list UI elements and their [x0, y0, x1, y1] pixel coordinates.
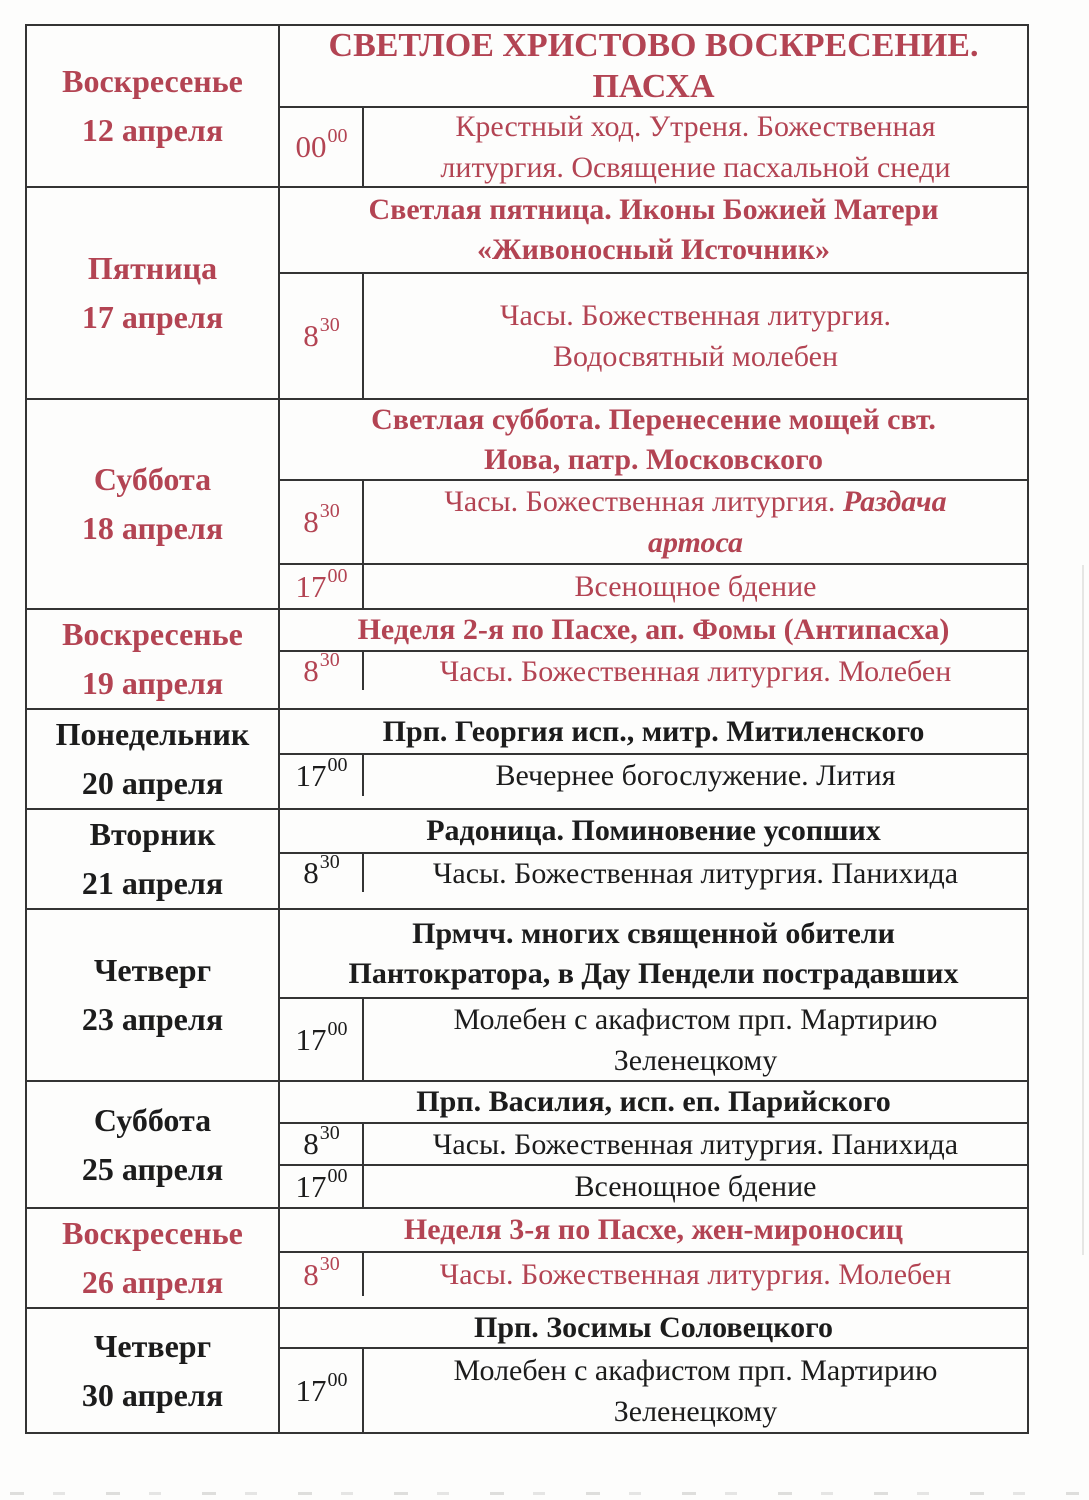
day-rows [280, 1082, 1027, 1207]
time-hour: 17 [295, 568, 327, 604]
day-date: 19 апреля [81, 665, 224, 701]
day-date: 17 апреля [81, 299, 224, 335]
feast-line: Неделя 2-я по Пасхе, ап. Фомы (Антипасха) [357, 613, 950, 646]
feast-title [280, 1082, 1027, 1122]
feast-title [280, 810, 1027, 852]
description-line: Часы. Божественная литургия. Молебен [439, 654, 952, 688]
service-row [280, 1164, 1027, 1207]
day-date: 25 апреля [81, 1150, 224, 1187]
row-group-april-17 [27, 186, 1027, 398]
day-date: 23 апреля [81, 1001, 224, 1037]
service-description [364, 999, 1027, 1080]
service-row [280, 563, 1027, 608]
feast-title [280, 610, 1027, 650]
day-rows [280, 400, 1027, 608]
description-line: Молебен с акафистом прп. Мартирию [453, 1353, 938, 1387]
service-time: 8 $^{30}$ [280, 652, 364, 690]
service-row [280, 1122, 1027, 1164]
feast-line: Прмчч. многих священной обители [412, 916, 895, 950]
day-date: 26 апреля [81, 1264, 224, 1300]
service-description [364, 854, 1027, 892]
service-time: 8 $^{30}$ [280, 481, 364, 563]
day-rows [280, 1309, 1027, 1432]
service-description [364, 1166, 1027, 1207]
day-cell [27, 610, 280, 708]
row-group-april-25 [27, 1080, 1027, 1207]
day-date: 30 апреля [81, 1376, 224, 1413]
description-line: Зеленецкому [613, 1043, 778, 1077]
day-name: Пятница [87, 250, 218, 286]
row-group-april-30 [27, 1307, 1027, 1432]
day-rows [280, 710, 1027, 808]
service-time: 17 $^{00}$ [280, 565, 364, 608]
day-cell [27, 810, 280, 908]
description-line: Крестный ход. Утреня. Божественная [455, 110, 936, 143]
day-cell [27, 188, 280, 398]
time-hour: 17 [295, 1021, 327, 1057]
service-row [280, 106, 1027, 186]
service-time: 17 $^{00}$ [280, 755, 364, 796]
feast-line: Радоница. Поминовение усопших [426, 814, 881, 847]
day-name: Вторник [89, 816, 216, 852]
feast-title [280, 400, 1027, 479]
service-time: 17 $^{00}$ [280, 1349, 364, 1432]
emphasized-text: Раздача [842, 485, 947, 518]
time-hour: 17 [295, 1372, 327, 1408]
description-line: Всенощное бдение [574, 1170, 817, 1203]
feast-line: Прп. Георгия исп., митр. Митиленского [382, 714, 925, 748]
feast-line: Прп. Зосимы Соловецкого [473, 1311, 834, 1344]
day-name: Воскресенье [62, 616, 243, 652]
service-row [280, 997, 1027, 1080]
service-row [280, 479, 1027, 563]
feast-title [280, 910, 1027, 997]
feast-title [280, 26, 1027, 106]
day-date: 20 апреля [81, 765, 224, 801]
time-hour: 8 [303, 504, 319, 539]
day-name: Воскресенье [62, 63, 243, 99]
service-description [364, 1253, 1027, 1296]
day-date: 21 апреля [81, 865, 224, 901]
feast-title [280, 188, 1027, 272]
time-hour: 8 [303, 653, 319, 688]
day-date: 12 апреля [81, 112, 224, 148]
day-rows [280, 26, 1027, 186]
feast-line: «Живоносный Источник» [476, 233, 831, 266]
feast-line: Светлая пятница. Иконы Божией Матери [368, 193, 939, 226]
description-line: литургия. Освящение пасхальной снеди [440, 151, 951, 184]
time-hour: 8 [303, 855, 319, 890]
row-group-april-18 [27, 398, 1027, 608]
feast-title [280, 710, 1027, 753]
description-line: Часы. Божественная литургия. Панихида [432, 856, 959, 890]
service-row [280, 753, 1027, 796]
day-rows [280, 1209, 1027, 1307]
feast-line: СВЕТЛОЕ ХРИСТОВО ВОСКРЕСЕНИЕ. [328, 27, 979, 64]
day-cell [27, 400, 280, 608]
description-line: Часы. Божественная литургия. Панихида [432, 1127, 959, 1161]
day-cell [27, 1209, 280, 1307]
feast-title [280, 1209, 1027, 1251]
day-cell [27, 910, 280, 1080]
feast-line: Неделя 3-я по Пасхе, жен-мироносиц [403, 1213, 904, 1246]
description-line: Часы. Божественная литургия. Раздача [444, 485, 947, 518]
row-group-april-20 [27, 708, 1027, 808]
row-group-april-26 [27, 1207, 1027, 1307]
description-line: Всенощное бдение [574, 570, 817, 603]
description-line: Молебен с акафистом прп. Мартирию [453, 1002, 938, 1036]
time-hour: 8 [303, 1126, 319, 1161]
day-rows [280, 610, 1027, 708]
service-time: 00 $^{00}$ [280, 108, 364, 186]
service-description [364, 274, 1027, 398]
day-name: Четверг [93, 1327, 212, 1364]
row-group-april-12 [27, 26, 1027, 186]
service-time: 8 $^{30}$ [280, 274, 364, 398]
feast-line: Прп. Василия, исп. еп. Парийского [416, 1085, 891, 1118]
day-date: 18 апреля [81, 510, 224, 546]
feast-line: ПАСХА [592, 68, 715, 105]
service-time: 8 $^{30}$ [280, 1124, 364, 1164]
scan-artifact-bottom-noise [10, 1492, 1079, 1495]
service-description [364, 481, 1027, 563]
feast-line: Иова, патр. Московского [483, 442, 824, 476]
time-hour: 17 [295, 1168, 327, 1204]
time-hour: 8 [303, 318, 319, 353]
description-line: Вечернее богослужение. Лития [495, 759, 896, 792]
day-cell [27, 26, 280, 186]
row-group-april-19 [27, 608, 1027, 708]
service-description [364, 108, 1027, 186]
service-description [364, 652, 1027, 690]
service-description [364, 1349, 1027, 1432]
day-name: Суббота [93, 461, 212, 497]
service-row [280, 852, 1027, 892]
service-time: 17 $^{00}$ [280, 999, 364, 1080]
day-cell [27, 1309, 280, 1432]
time-hour: 17 [295, 757, 327, 793]
scan-artifact-right-edge [1082, 565, 1084, 1255]
day-name: Суббота [93, 1101, 212, 1138]
day-rows [280, 810, 1027, 908]
day-rows [280, 188, 1027, 398]
time-hour: 8 [303, 1256, 319, 1292]
service-row [280, 650, 1027, 690]
service-row [280, 272, 1027, 398]
service-time: 17 $^{00}$ [280, 1166, 364, 1207]
day-cell [27, 710, 280, 808]
day-rows [280, 910, 1027, 1080]
description-line: Зеленецкому [613, 1394, 778, 1428]
feast-line: Светлая суббота. Перенесение мощей свт. [371, 402, 936, 436]
service-time: 8 $^{30}$ [280, 854, 364, 892]
feast-line: Пантократора, в Дау Пендели пострадавших [348, 956, 959, 990]
service-time: 8 $^{30}$ [280, 1253, 364, 1296]
description-line: Часы. Божественная литургия. Молебен [439, 1258, 952, 1291]
service-description [364, 755, 1027, 796]
day-name: Понедельник [55, 716, 250, 752]
description-line: Водосвятный молебен [552, 340, 839, 373]
service-row [280, 1347, 1027, 1432]
service-schedule-table [25, 24, 1029, 1434]
service-row [280, 1251, 1027, 1296]
emphasized-text: артоса [647, 526, 744, 559]
row-group-april-23 [27, 908, 1027, 1080]
day-cell [27, 1082, 280, 1207]
description-line [368, 522, 1023, 563]
day-name: Воскресенье [62, 1215, 243, 1251]
row-group-april-21 [27, 808, 1027, 908]
feast-title [280, 1309, 1027, 1347]
time-hour: 00 [295, 129, 327, 164]
description-line: Часы. Божественная литургия. [499, 299, 891, 332]
day-name: Четверг [93, 952, 212, 988]
service-description [364, 565, 1027, 608]
service-description [364, 1124, 1027, 1164]
